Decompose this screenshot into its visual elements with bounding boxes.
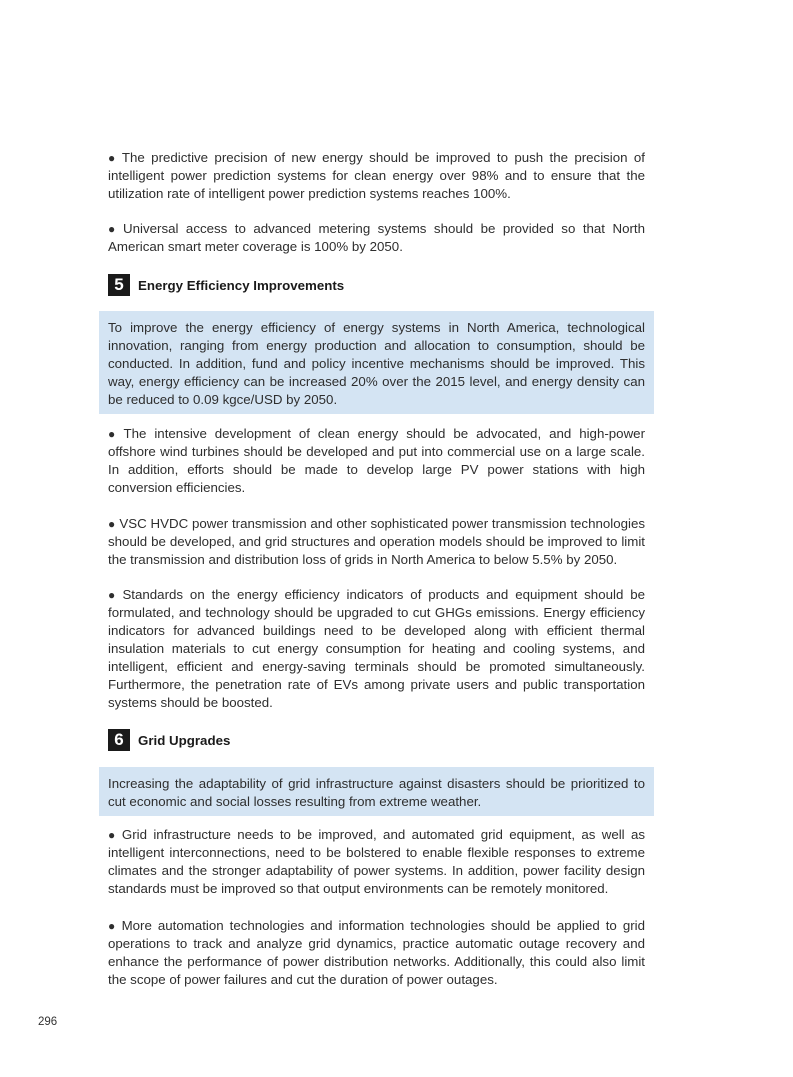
summary-box: Increasing the adaptability of grid infrastructure against disasters should be prioritized to cut economic and social losses resulting from extreme weather. xyxy=(99,767,654,816)
bullet-icon: ● xyxy=(108,919,118,933)
paragraph-text: The intensive development of clean energy should be advocated, and high-power offshore wind turbines should be developed and put into commercial use on a large scale. In addition, efforts should be made to develop large PV power stations with high conversion efficiencies. xyxy=(108,426,645,495)
section-number: 6 xyxy=(108,729,130,751)
section-title: Grid Upgrades xyxy=(138,732,231,748)
section-title: Energy Efficiency Improvements xyxy=(138,277,345,293)
bullet-paragraph xyxy=(108,917,645,989)
paragraph-text: Universal access to advanced metering systems should be provided so that North American smart meter coverage is 100% by 2050. xyxy=(108,221,645,254)
bullet-paragraph xyxy=(108,826,645,898)
page-number: 296 xyxy=(38,1016,58,1028)
paragraph-text: Grid infrastructure needs to be improved, and automated grid equipment, as well as intelligent interconnections, need to be bolstered to enable flexible responses to extreme climates and the stronger adaptability of power systems. In addition, power facility design standards must be improved so that output environments can be remotely monitored. xyxy=(108,827,646,896)
bullet-paragraph xyxy=(108,425,645,497)
paragraph-text: More automation technologies and information technologies should be applied to grid operations to track and analyze grid dynamics, practice automatic outage recovery and enhance the performance of power distribution networks. Additionally, this could also limit the scope of power failures and cut the duration of power outages. xyxy=(108,918,645,987)
section-heading-6 xyxy=(108,729,230,751)
bullet-paragraph xyxy=(108,515,645,569)
bullet-paragraph xyxy=(108,586,645,712)
paragraph-text: The predictive precision of new energy should be improved to push the precision of intelligent power prediction systems for clean energy over 98% and to ensure that the utilization rate of intelligent power prediction systems reaches 100%. xyxy=(108,150,645,201)
paragraph-text: VSC HVDC power transmission and other sophisticated power transmission technologies should be developed, and grid structures and operation models should be improved to limit the transmission and distribution loss of grids in North America to below 5.5% by 2050. xyxy=(108,516,646,567)
section-heading-5 xyxy=(108,274,344,296)
bullet-paragraph xyxy=(108,220,645,256)
bullet-icon: ● xyxy=(108,222,120,236)
bullet-icon: ● xyxy=(108,151,118,165)
paragraph-text: Standards on the energy efficiency indicators of products and equipment should be formulated, and technology should be upgraded to cut GHGs emissions. Energy efficiency indicators for advanced buildings need to be developed along with efficient thermal insulation materials to cut energy consumption for heating and cooling systems, and intelligent, efficient and energy-saving terminals should be promoted simultaneously. Furthermore, the penetration rate of EVs among private users and public transportation systems should be boosted. xyxy=(108,587,646,710)
section-number: 5 xyxy=(108,274,130,296)
bullet-icon: ● xyxy=(108,427,120,441)
bullet-icon: ● xyxy=(108,588,119,602)
bullet-icon: ● xyxy=(108,828,118,842)
bullet-icon: ● xyxy=(108,517,116,531)
summary-box: To improve the energy efficiency of energy systems in North America, technological innovation, ranging from energy production and allocation to consumption, should be conducted. In addition, fund and policy incentive mechanisms should be improved. This way, energy efficiency can be increased 20% over the 2015 level, and energy density can be reduced to 0.09 kgce/USD by 2050. xyxy=(99,311,654,414)
bullet-paragraph xyxy=(108,149,645,203)
